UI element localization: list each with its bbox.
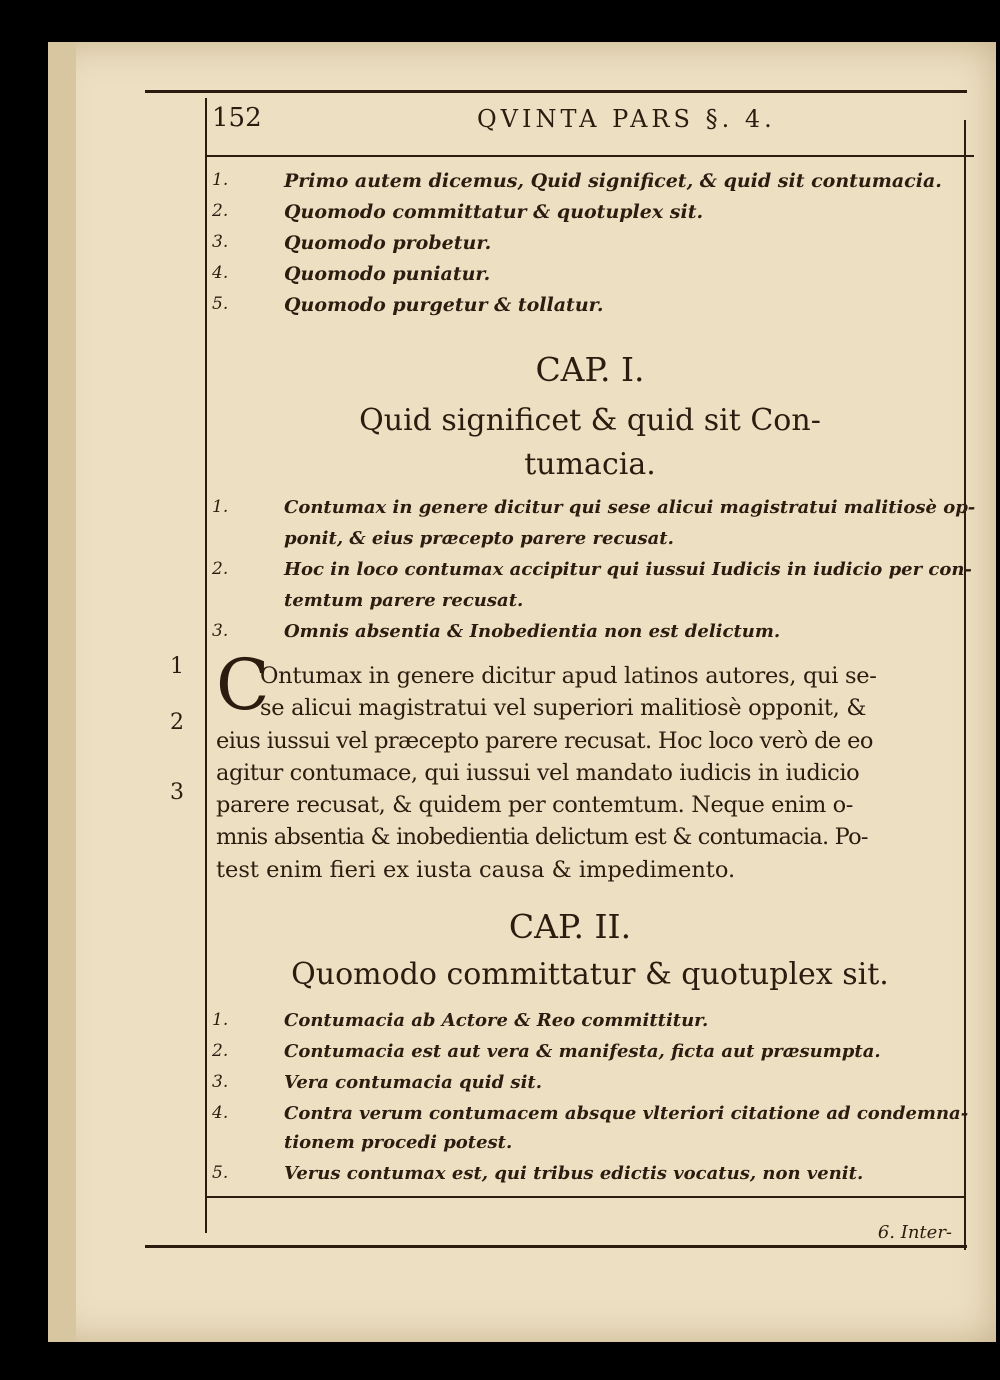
item-number: 4. bbox=[212, 263, 229, 283]
item-text: Contra verum contumacem absque vlteriori citatione ad condemna- bbox=[284, 1103, 969, 1124]
item-number: 5. bbox=[212, 294, 229, 314]
running-title: QVINTA PARS §. 4. bbox=[477, 105, 776, 133]
margin-number-1: 1 bbox=[170, 654, 184, 679]
item-text: Contumacia ab Actore & Reo committitur. bbox=[284, 1010, 709, 1031]
list-item bbox=[212, 559, 972, 621]
body-line: test enim fieri ex iusta causa & impedimento. bbox=[216, 856, 736, 883]
item-text: Contumacia est aut vera & manifesta, ficta aut præsumpta. bbox=[284, 1041, 881, 1062]
list-item bbox=[212, 170, 957, 201]
list-item bbox=[212, 1041, 957, 1072]
body-line: parere recusat, & quidem per contemtum. Neque enim o- bbox=[216, 792, 853, 819]
intro-summary-list bbox=[212, 170, 957, 325]
item-text: Verus contumax est, qui tribus edictis vocatus, non venit. bbox=[284, 1163, 864, 1184]
list-item bbox=[212, 497, 976, 559]
page-header bbox=[212, 103, 952, 143]
chapter-2-heading: CAP. II. bbox=[508, 907, 632, 946]
chapter-1-body bbox=[216, 660, 956, 886]
item-text-continued: ponit, & eius præcepto parere recusat. bbox=[284, 528, 674, 549]
chapter-2-summary bbox=[212, 1010, 969, 1194]
body-line: eius iussui vel præcepto parere recusat. Hoc loco verò de eo bbox=[216, 727, 873, 754]
item-text: Quomodo committatur & quotuplex sit. bbox=[284, 201, 704, 223]
list-item bbox=[212, 1103, 969, 1163]
item-number: 2. bbox=[212, 1041, 229, 1061]
margin-number-2: 2 bbox=[170, 710, 184, 735]
chapter-1-title-line-1: Quid significet & quid sit Con- bbox=[359, 403, 821, 438]
item-text-continued: tionem procedi potest. bbox=[284, 1132, 513, 1153]
list-item bbox=[212, 1072, 957, 1103]
item-number: 1. bbox=[212, 170, 229, 190]
top-rule bbox=[145, 90, 967, 93]
list-item bbox=[212, 232, 957, 263]
bottom-rule-inner bbox=[206, 1196, 964, 1198]
item-number: 3. bbox=[212, 1072, 229, 1092]
item-text: Primo autem dicemus, Quid significet, & quid sit contumacia. bbox=[284, 170, 942, 192]
item-text: Quomodo puniatur. bbox=[284, 263, 491, 285]
right-column-rule bbox=[964, 120, 966, 1250]
item-text: Quomodo probetur. bbox=[284, 232, 492, 254]
item-text-continued: temtum parere recusat. bbox=[284, 590, 524, 611]
item-text: Contumax in genere dicitur qui sese alicui magistratui malitiosè op- bbox=[284, 497, 976, 518]
item-number: 4. bbox=[212, 1103, 229, 1123]
item-number: 3. bbox=[212, 232, 229, 252]
catchword: 6. Inter- bbox=[877, 1222, 952, 1243]
item-number: 3. bbox=[212, 621, 229, 641]
bottom-rule bbox=[145, 1245, 967, 1248]
list-item bbox=[212, 263, 957, 294]
page-number: 152 bbox=[212, 103, 262, 133]
list-item bbox=[212, 201, 957, 232]
body-line: se alicui magistratui vel superiori malitiosè opponit, & bbox=[260, 695, 867, 722]
item-number: 1. bbox=[212, 1010, 229, 1030]
list-item bbox=[212, 1163, 957, 1194]
chapter-1-summary bbox=[212, 497, 976, 652]
body-line: agitur contumace, qui iussui vel mandato iudicis in iudicio bbox=[216, 759, 860, 786]
chapter-2-title: Quomodo committatur & quotuplex sit. bbox=[291, 957, 889, 992]
list-item bbox=[212, 294, 957, 325]
chapter-1-heading: CAP. I. bbox=[535, 350, 645, 389]
list-item bbox=[212, 1010, 957, 1041]
left-column-rule bbox=[205, 98, 207, 1233]
item-number: 1. bbox=[212, 497, 229, 517]
item-text: Quomodo purgetur & tollatur. bbox=[284, 294, 604, 316]
item-text: Omnis absentia & Inobedientia non est delictum. bbox=[284, 621, 781, 642]
margin-number-3: 3 bbox=[170, 780, 184, 805]
page-gutter bbox=[48, 42, 76, 1342]
item-text: Vera contumacia quid sit. bbox=[284, 1072, 542, 1093]
drop-initial: C bbox=[216, 644, 270, 726]
chapter-1-title-line-2: tumacia. bbox=[524, 447, 656, 482]
item-number: 2. bbox=[212, 201, 229, 221]
body-line: Ontumax in genere dicitur apud latinos autores, qui se- bbox=[260, 663, 877, 689]
item-number: 2. bbox=[212, 559, 229, 579]
item-text: Hoc in loco contumax accipitur qui iussui Iudicis in iudicio per con- bbox=[284, 559, 972, 580]
list-item bbox=[212, 621, 957, 652]
body-line: mnis absentia & inobedientia delictum est & contumacia. Po- bbox=[216, 824, 868, 851]
header-rule bbox=[206, 155, 974, 157]
item-number: 5. bbox=[212, 1163, 229, 1183]
